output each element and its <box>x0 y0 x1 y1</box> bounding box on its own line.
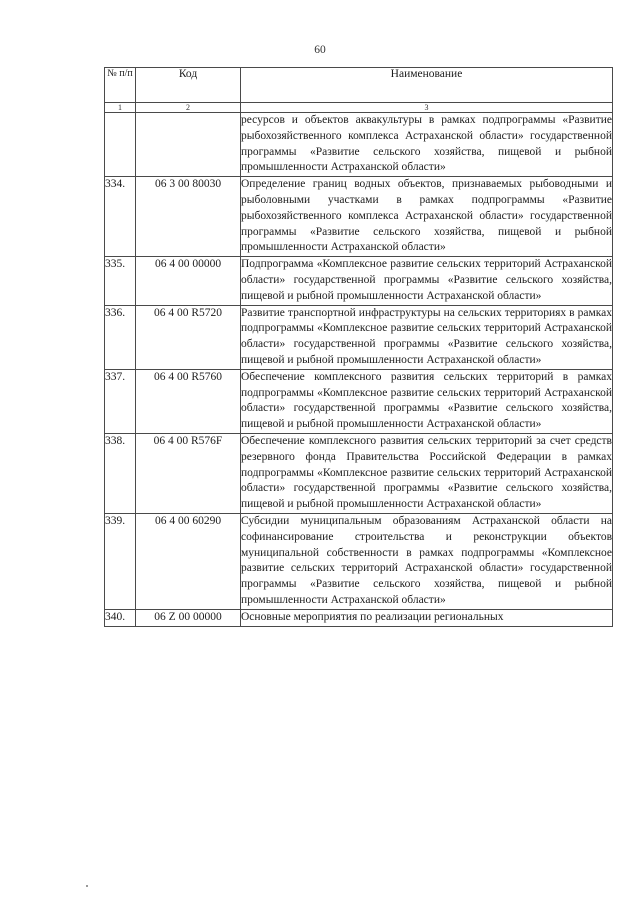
row-code: 06 4 00 R5720 <box>136 305 241 369</box>
table-row <box>105 177 613 257</box>
table-header-row <box>105 68 613 103</box>
header-code: Код <box>136 68 241 103</box>
table-row <box>105 257 613 305</box>
row-name: Обеспечение комплексного развития сельских территорий в рамках подпрограммы «Комплексное развитие сельских территорий Астраханской области» государственной программы «Развитие сельского хозяйства, пищевой и рыбной промышленности Астраханской области» <box>241 369 613 433</box>
row-number: 336. <box>105 305 136 369</box>
row-name: Основные мероприятия по реализации региональных <box>241 609 613 626</box>
row-code: 06 3 00 80030 <box>136 177 241 257</box>
row-name: Субсидии муниципальным образованиям Астраханской области на софинансирование строительства и реконструкции объектов муниципальной собственности в рамках подпрограммы «Комплексное развитие сельских территорий Астраханской области» государственной программы «Развитие сельского хозяйства, пищевой и рыбной промышленности Астраханской области» <box>241 513 613 609</box>
row-number: 335. <box>105 257 136 305</box>
header-name: Наименование <box>241 68 613 103</box>
row-name: Развитие транспортной инфраструктуры на сельских территориях в рамках подпрограммы «Комплексное развитие сельских территорий Астраханской области» государственной программы «Развитие сельского хозяйства, пищевой и рыбной промышленности Астраханской области» <box>241 305 613 369</box>
table-row <box>105 433 613 513</box>
row-name: Определение границ водных объектов, признаваемых рыбоводными и рыболовными участками в рамках подпрограммы «Развитие рыбохозяйственного комплекса Астраханской области» государственной программы «Развитие сельского хозяйства, пищевой и рыбной промышленности Астраханской области» <box>241 177 613 257</box>
table-row <box>105 305 613 369</box>
column-number-row <box>105 103 613 113</box>
column-number: 2 <box>136 103 241 113</box>
header-number: № п/п <box>105 68 136 103</box>
row-name: Обеспечение комплексного развития сельских территорий за счет средств резервного фонда Правительства Российской Федерации в рамках подпрограммы «Комплексное развитие сельских территорий Астраханской области» государственной программы «Развитие сельского хозяйства, пищевой и рыбной промышленности Астраханской области» <box>241 433 613 513</box>
column-number: 3 <box>241 103 613 113</box>
row-number: 337. <box>105 369 136 433</box>
scan-speck <box>86 885 88 887</box>
row-code <box>136 113 241 177</box>
row-code: 06 4 00 R5760 <box>136 369 241 433</box>
row-number: 338. <box>105 433 136 513</box>
row-code: 06 4 00 60290 <box>136 513 241 609</box>
row-code: 06 Z 00 00000 <box>136 609 241 626</box>
row-name: ресурсов и объектов аквакультуры в рамках подпрограммы «Развитие рыбохозяйственного комплекса Астраханской области» государственной программы «Развитие сельского хозяйства, пищевой и рыбной промышленности Астраханской области» <box>241 113 613 177</box>
row-code: 06 4 00 R576F <box>136 433 241 513</box>
row-number: 339. <box>105 513 136 609</box>
table-row <box>105 513 613 609</box>
row-code: 06 4 00 00000 <box>136 257 241 305</box>
page-number: 60 <box>314 44 326 56</box>
column-number: 1 <box>105 103 136 113</box>
row-number <box>105 113 136 177</box>
row-number: 334. <box>105 177 136 257</box>
row-name: Подпрограмма «Комплексное развитие сельских территорий Астраханской области» государственной программы «Развитие сельского хозяйства, пищевой и рыбной промышленности Астраханской области» <box>241 257 613 305</box>
table-row <box>105 113 613 177</box>
row-number: 340. <box>105 609 136 626</box>
table-row <box>105 369 613 433</box>
budget-code-table <box>104 67 613 627</box>
table-row <box>105 609 613 626</box>
